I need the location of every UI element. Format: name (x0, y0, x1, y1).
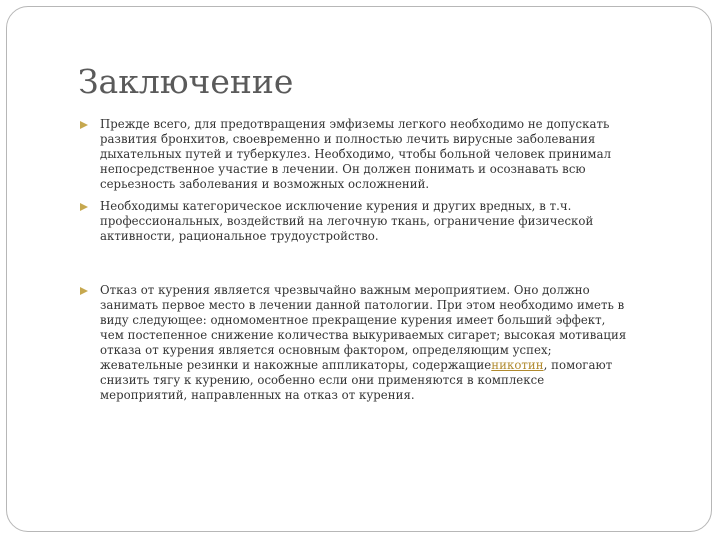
bullet-arrow-icon (80, 121, 88, 129)
bullet-text (100, 283, 680, 403)
text-line: непосредственное участие в лечении. Он должен понимать и осознавать всю (100, 162, 586, 176)
bullet-text (100, 199, 680, 244)
page-title: Заключение (78, 62, 294, 101)
bullet-arrow-icon (80, 287, 88, 295)
text-line: отказа от курения является основным фактором, определяющим успех; (100, 343, 552, 357)
text-line: чем постепенное снижение количества выкуриваемых сигарет; высокая мотивация (100, 328, 627, 342)
text-line: снизить тягу к курению, особенно если они применяются в комплексе (100, 373, 545, 387)
text-line: мероприятий, направленных на отказ от курения. (100, 388, 415, 402)
text-line: профессиональных, воздействий на легочную ткань, ограничение физической (100, 214, 594, 228)
text-line: виду следующее: одномоментное прекращение курения имеет больший эффект, (100, 313, 606, 327)
text-line: Необходимы категорическое исключение курения и других вредных, в т.ч. (100, 199, 572, 213)
text-line: серьезность заболевания и возможных осложнений. (100, 177, 430, 191)
text-line: дыхательных путей и туберкулез. Необходимо, чтобы больной человек принимал (100, 147, 612, 161)
text-line: Отказ от курения является чрезвычайно важным мероприятием. Оно должно (100, 283, 590, 297)
text-line: активности, рациональное трудоустройство. (100, 229, 379, 243)
text-line: развития бронхитов, своевременно и полностью лечить вирусные заболевания (100, 132, 596, 146)
bullet-item (80, 117, 680, 192)
text-line: занимать первое место в лечении данной патологии. При этом необходимо иметь в (100, 298, 625, 312)
bullet-arrow-icon (80, 203, 88, 211)
text-fragment: жевательные резинки и накожные аппликаторы, содержащие (100, 358, 492, 372)
nicotine-link[interactable]: никотин (491, 358, 544, 372)
text-fragment: , помогают (543, 358, 613, 372)
bullet-item (80, 283, 680, 403)
text-line-with-link (100, 358, 680, 373)
text-line: Прежде всего, для предотвращения эмфиземы легкого необходимо не допускать (100, 117, 610, 131)
bullet-text (100, 117, 680, 192)
bullet-item (80, 199, 680, 244)
